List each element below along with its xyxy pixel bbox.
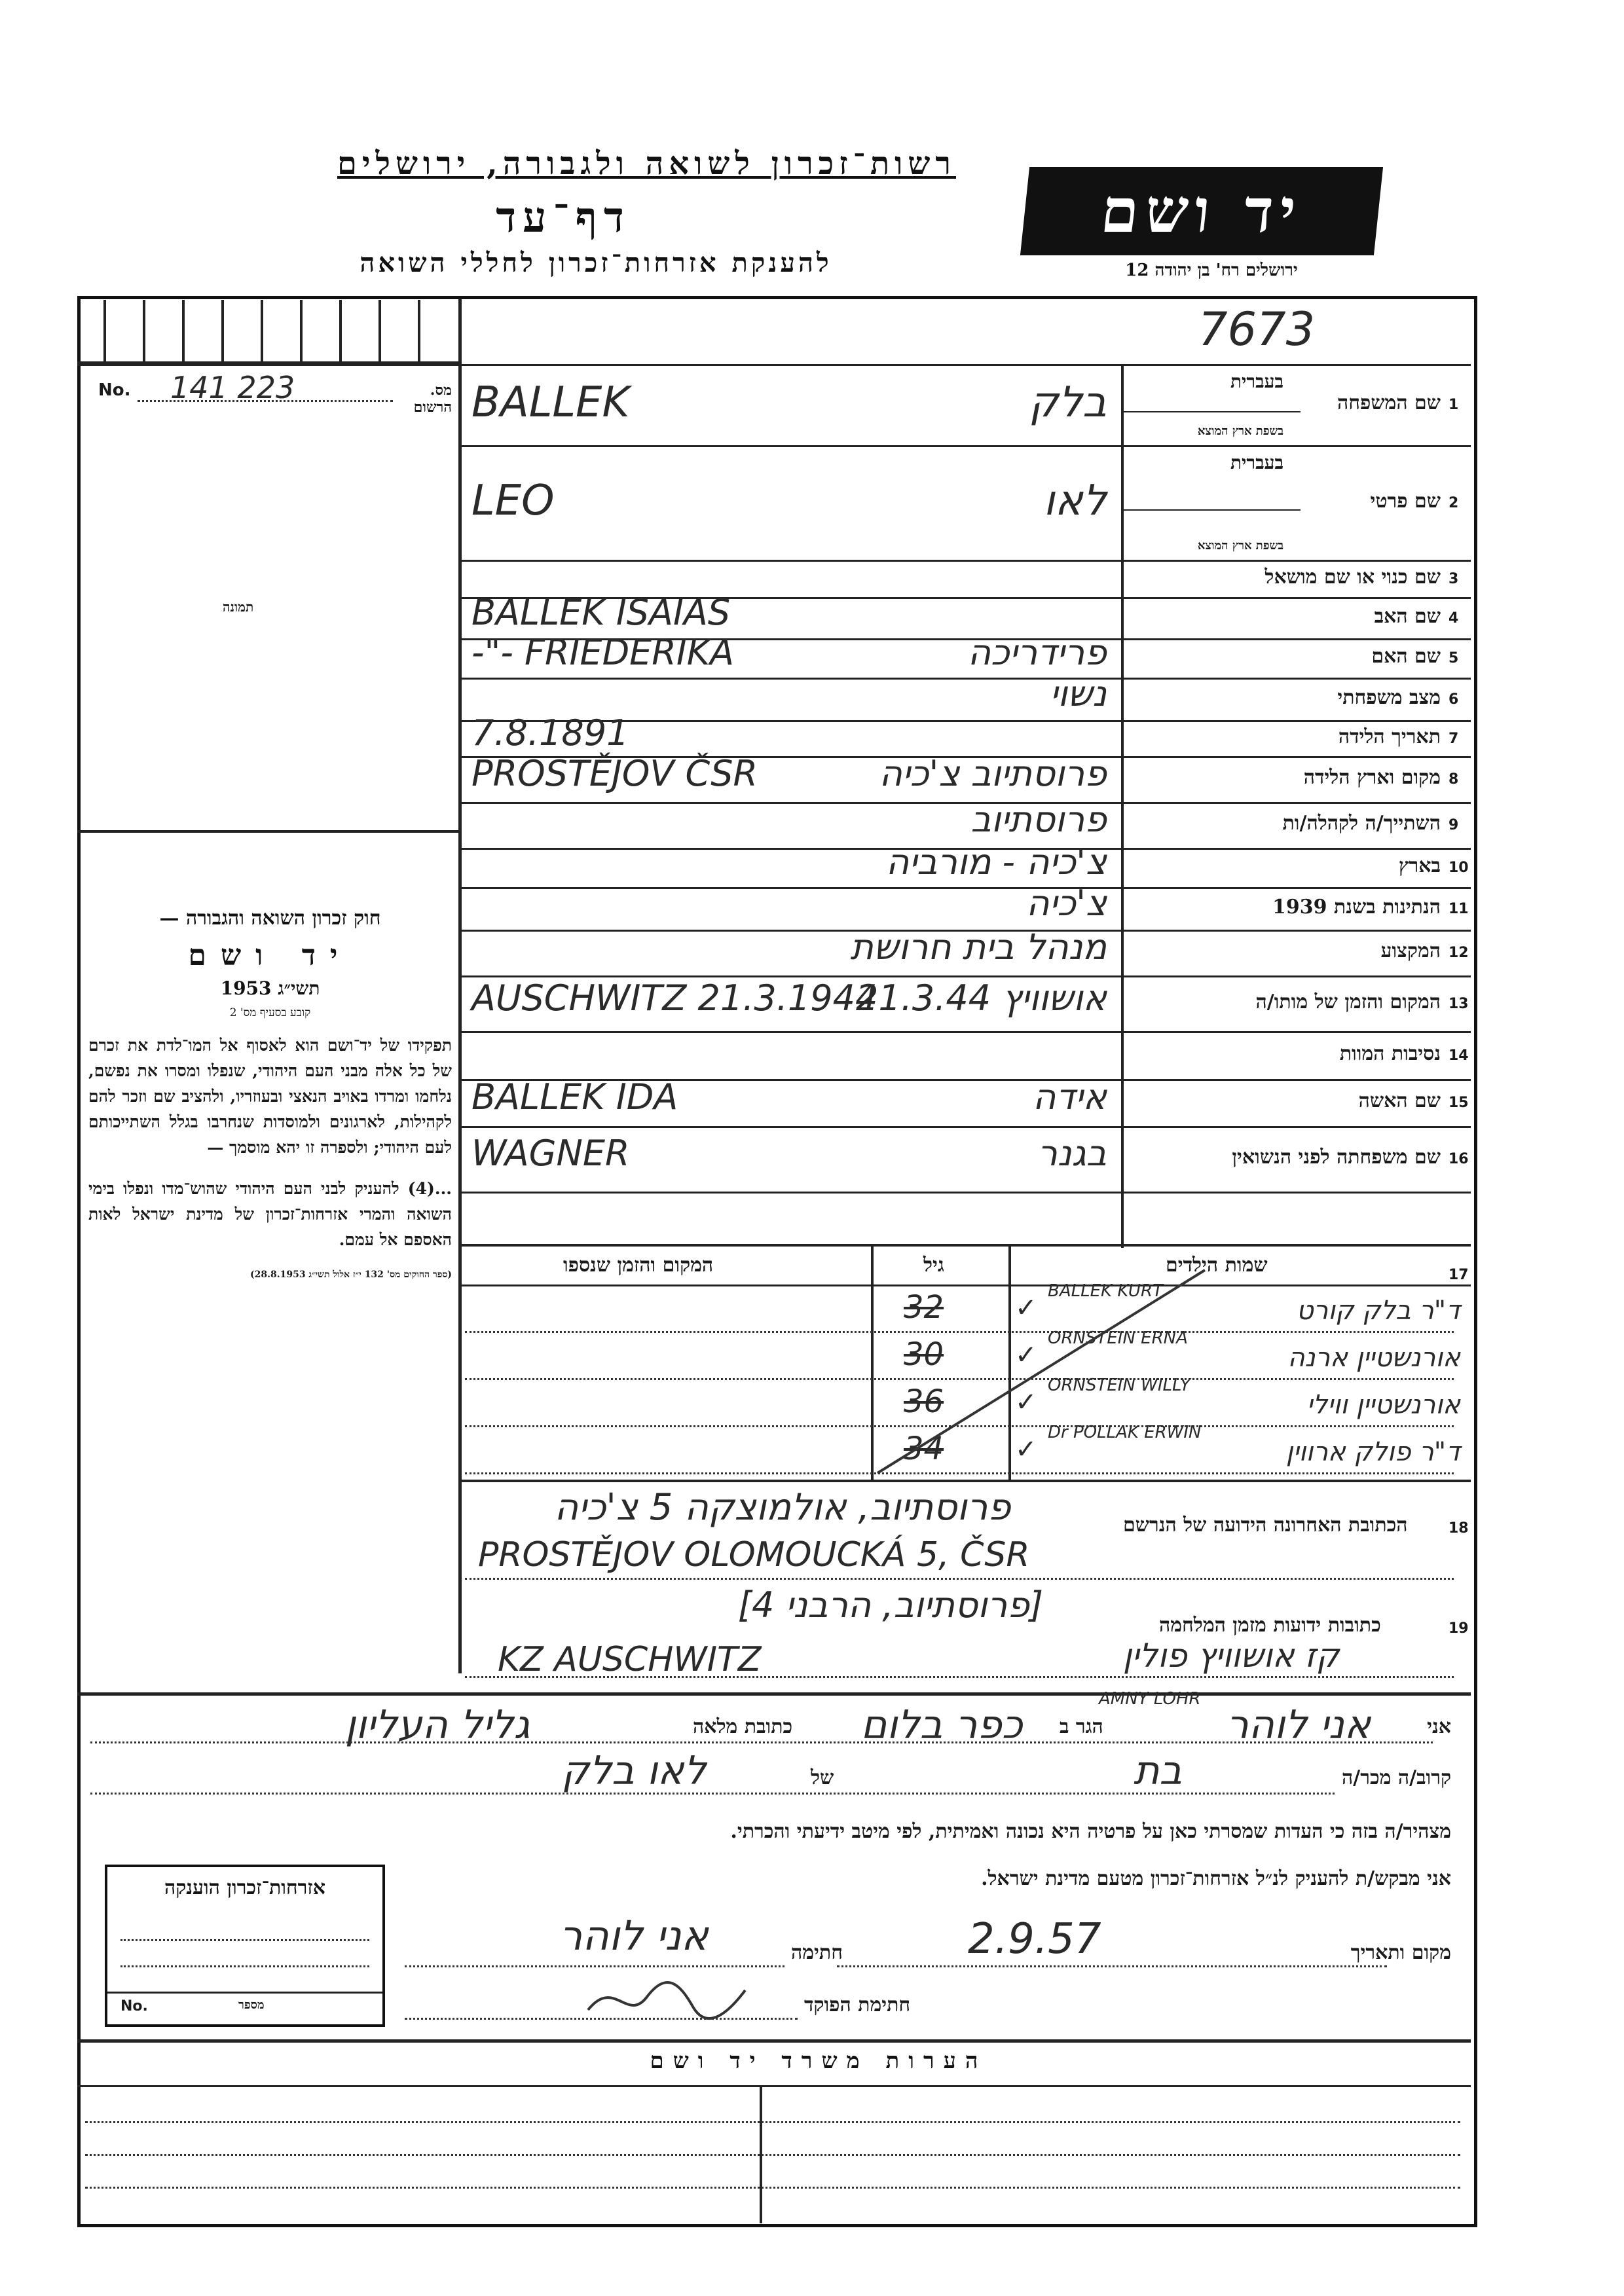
law-title: חוק זכרון השואה והגבורה — (159, 907, 381, 930)
citizenship-box (105, 1865, 385, 2027)
field-16-latin-value: WAGNER (471, 1133, 630, 1174)
relative-label: קרוב/ה מכר/ה (1342, 1766, 1451, 1789)
resident-label: הגר ב (1060, 1715, 1103, 1738)
field-7-latin-value: 7.8.1891 (471, 712, 629, 754)
child-name-latin: ORNSTEIN ERNA (1048, 1328, 1188, 1348)
full-address: גליל העליון (344, 1702, 530, 1748)
children-names-header: שמות הילדים (1166, 1254, 1268, 1277)
field-15-number: 15 (1449, 1095, 1469, 1111)
child-age: 30 (904, 1336, 944, 1373)
children-strike (871, 1257, 1211, 1480)
field-5-hebrew-value: פרידריכה (967, 632, 1107, 673)
children-age-header: גיל (923, 1254, 944, 1277)
field-2-sub-hebrew: בעברית (1230, 452, 1283, 473)
child-age: 34 (904, 1430, 944, 1467)
of-label: של (811, 1766, 834, 1789)
child-name-hebrew: אורנשטיין ארנה (1287, 1343, 1460, 1373)
field-18-number: 18 (1449, 1520, 1469, 1537)
field-10-hebrew-value: צ'כיה - מורביה (885, 841, 1107, 883)
field-6-hebrew-value: נשוי (1050, 672, 1107, 714)
declaration-date: 2.9.57 (968, 1915, 1101, 1963)
field-9-hebrew-value: פרוסתיוב (970, 799, 1107, 840)
child-name-latin: Dr POLLAK ERWIN (1048, 1423, 1202, 1442)
check-mark-icon: ✓ (1015, 1293, 1037, 1323)
field-6-number: 6 (1449, 691, 1459, 708)
officer-signature-scribble (575, 1971, 758, 2030)
field-11-number: 11 (1449, 900, 1469, 917)
field-3-label: שם כנוי או שם מושאל (1264, 565, 1441, 589)
law-source: (ספר החוקים מס' 132 י״ז אלול תשי״ג 28.8.1953) (250, 1269, 452, 1280)
law-box (88, 907, 452, 1281)
field-8-number: 8 (1449, 771, 1459, 788)
child-name-hebrew: אורנשטיין ווילי (1306, 1390, 1460, 1420)
field-7-label: תאריך הלידה (1338, 725, 1441, 748)
field-11-label: הנתינות בשנת 1939 (1272, 895, 1441, 919)
field-2-hebrew-value: לאו (1043, 476, 1107, 525)
field-2-sub-origin: בשפת ארץ המוצא (1197, 539, 1283, 553)
field-5-number: 5 (1449, 650, 1459, 666)
field-14-number: 14 (1449, 1047, 1469, 1064)
field-1-latin-value: BALLEK (471, 378, 630, 427)
relation: בת (1133, 1748, 1183, 1794)
field-9-number: 9 (1449, 817, 1459, 833)
field-10-number: 10 (1449, 860, 1469, 876)
field-4-label: שם האב (1374, 604, 1441, 628)
file-number: 7673 (1198, 302, 1316, 356)
field-2-label: שם פרטי (1370, 489, 1441, 513)
field-6-label: מצב משפחתי (1337, 685, 1441, 709)
form-subtitle: להענקת אזרחות־זכרון לחללי השואה (360, 247, 832, 278)
field-2-latin-value: LEO (471, 476, 555, 525)
label-column-divider (1121, 364, 1124, 1248)
form-title: דף־עד (496, 193, 631, 242)
child-name-latin: BALLEK KURT (1048, 1281, 1163, 1301)
field-1-sub-origin: בשפת ארץ המוצא (1197, 424, 1283, 438)
field-4-latin-value: BALLEK ISAIAS (471, 591, 731, 633)
logo-address: ירושלים רח' בן יהודה 12 (1125, 261, 1298, 280)
field-4-number: 4 (1449, 610, 1459, 627)
field-15-label: שם האשה (1358, 1089, 1441, 1112)
child-age: 32 (904, 1289, 944, 1326)
office-notes-title: הערות משרד יד ושם (650, 2048, 987, 2074)
field-19-number: 19 (1449, 1620, 1469, 1637)
field-19-label: כתובות ידועות מזמן המלחמה (1159, 1614, 1381, 1637)
field-12-hebrew-value: מנהל בית חרושת (850, 926, 1107, 968)
registration-label: מס. הרשום (413, 382, 452, 416)
field-16-label: שם משפחתה לפני הנשואין (1232, 1146, 1441, 1169)
citizenship-number-label: מספר (238, 1998, 265, 2012)
address-18-hebrew: פרוסתיוב, אולמוצקה 5 צ'כיה (554, 1486, 1011, 1529)
statement-2: אני מבקש/ת להעניק לנ״ל אזרחות־זכרון מטעם מדינת ישראל. (981, 1867, 1451, 1890)
address-18-latin: PROSTĚJOV OLOMOUCKÁ 5, ČSR (478, 1535, 1030, 1575)
field-16-hebrew-value: בגנר (1037, 1133, 1107, 1174)
declarant-annotation: AMNY LOHR (1099, 1689, 1201, 1709)
field-5-latin-value: -"- FRIEDERIKA (471, 632, 735, 673)
field-1-sub-hebrew: בעברית (1230, 371, 1283, 392)
law-clause: קובע בסעיף מס' 2 (229, 1006, 311, 1019)
field-17-number: 17 (1449, 1267, 1469, 1283)
field-1-hebrew-value: בלק (1029, 378, 1107, 427)
field-15-latin-value: BALLEK IDA (471, 1076, 678, 1118)
field-8-label: מקום וארץ הלידה (1303, 766, 1441, 789)
field-15-hebrew-value: אידה (1033, 1076, 1107, 1118)
declaration-i-label: אני (1427, 1715, 1451, 1738)
field-1-label: שם המשפחה (1337, 392, 1441, 414)
field-13-number: 13 (1449, 995, 1469, 1012)
citizenship-no-label: No. (120, 1998, 148, 2014)
field-7-number: 7 (1449, 730, 1459, 747)
field-12-label: המקצוע (1380, 939, 1441, 962)
field-8-hebrew-value: פרוסתיוב צ'כיה (879, 753, 1107, 794)
law-name: יד ושם (188, 939, 352, 972)
of-name: לאו בלק (561, 1748, 707, 1794)
field-12-number: 12 (1449, 945, 1469, 961)
yad-vashem-logo (1020, 167, 1383, 255)
field-13-hebrew-value: אושוויץ 21.3.44 (856, 977, 1107, 1019)
field-13-label: המקום והזמן של מותו/ה (1255, 990, 1441, 1013)
field-16-number: 16 (1449, 1151, 1469, 1167)
left-column-divider (458, 299, 462, 1673)
address-19-latin: KZ AUSCHWITZ (498, 1640, 762, 1679)
law-year: תשי״ג 1953 (220, 977, 320, 999)
field-5-label: שם האם (1371, 645, 1441, 668)
address-19-hebrew-2: קז אושוויץ פולין (1122, 1637, 1340, 1675)
resident-place: כפר בלום (860, 1702, 1023, 1748)
field-10-label: בארץ (1398, 854, 1441, 877)
logo-text: יד ושם (1098, 175, 1306, 246)
field-8-latin-value: PROSTĚJOV ČSR (471, 753, 758, 794)
field-9-label: השתייך/ה לקהלה/ות (1282, 812, 1441, 835)
law-text-2: ...(4) להעניק לבני העם היהודי שהוש־מדו ונפלו בימי השואה והמרי אזרחות־זכרון של מדינת ישראל לאות האספם אל עמם. (88, 1179, 452, 1249)
declarant-name: אני לוהר (1226, 1702, 1371, 1748)
signature: אני לוהר (559, 1912, 709, 1959)
code-boxes (77, 300, 458, 361)
signature-label: חתימה (791, 1941, 843, 1964)
registration-no-label: No. (98, 380, 131, 400)
registration-number: 141 223 (170, 370, 295, 405)
field-3-number: 3 (1449, 570, 1459, 587)
field-2-number: 2 (1449, 494, 1459, 511)
field-1-number: 1 (1449, 397, 1459, 413)
statement-1: מצהיר/ה בזה כי העדות שמסרתי כאן על פרטיה היא נכונה ואמיתית, לפי מיטב ידיעתי והכרתי. (730, 1820, 1451, 1843)
field-13-latin-value: AUSCHWITZ 21.3.1944 (471, 977, 878, 1019)
citizenship-title: אזרחות־זכרון הוענקה (164, 1876, 326, 1899)
child-name-hebrew: ד"ר בלק קורט (1296, 1296, 1460, 1326)
field-11-hebrew-value: צ'כיה (1026, 882, 1107, 924)
field-14-label: נסיבות המוות (1339, 1042, 1441, 1065)
check-mark-icon: ✓ (1015, 1387, 1037, 1417)
check-mark-icon: ✓ (1015, 1340, 1037, 1370)
child-age: 36 (904, 1383, 944, 1420)
institution-title: רשות־זכרון לשואה ולגבורה, ירושלים (337, 145, 956, 182)
children-place-header: המקום והזמן שנספו (563, 1254, 714, 1277)
field-18-label: הכתובת האחרונה הידועה של הנרשם (1123, 1514, 1408, 1537)
officer-signature-label: חתימת הפוקד (804, 1994, 911, 2016)
photo-label: תמונה (223, 599, 254, 615)
child-name-hebrew: ד"ר פולק ארווין (1285, 1437, 1460, 1467)
child-name-latin: ORNSTEIN WILLY (1048, 1376, 1190, 1395)
full-address-label: כתובת מלאה (693, 1715, 793, 1738)
law-text-1: תפקידו של יד־ושם הוא לאסוף אל המו־לדת את זכרם של כל אלה מבני העם היהודי, שנפלו ומסרו את נפשם, נלחמו ומרדו באויב הנאצי ובעוזריו, ולהציב שם וזכר להם לקהילות, לארגונים ולמוסדות שנחרבו בגלל השתייכותם לעם היהודי; ולספרה זו יהא מוסמך — (88, 1036, 452, 1157)
address-19-hebrew: [פרוסתיוב, הרבני 4] (737, 1584, 1044, 1626)
check-mark-icon: ✓ (1015, 1434, 1037, 1465)
place-date-label: מקום ותאריך (1350, 1941, 1451, 1964)
